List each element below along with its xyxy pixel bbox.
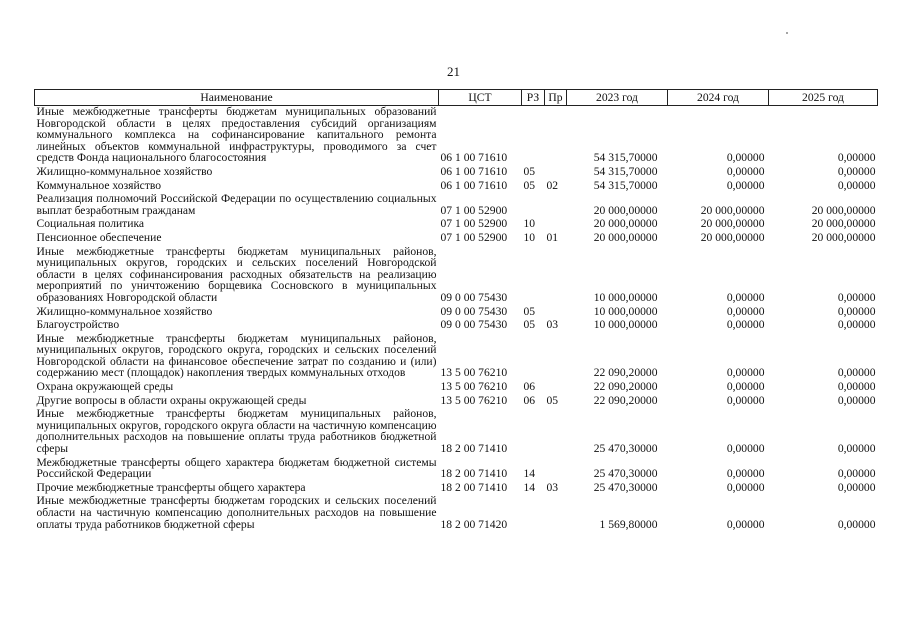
cell-rz [522,106,545,164]
cell-2023: 10 000,00000 [593,290,658,304]
page-number: 21 [447,64,460,79]
cell-2024: 0,00000 [726,178,765,192]
cell-name: Коммунальное хозяйство [36,178,162,192]
cell-rz: 05 [523,164,536,178]
table-row [35,331,878,379]
budget-table [34,89,878,530]
cell-pr [545,191,567,216]
cell-2025: 20 000,00000 [811,230,876,244]
cell-2024: 0,00000 [726,380,765,394]
table-row [35,191,878,216]
cell-2024: 0,00000 [726,304,765,318]
cell-rz [522,244,545,304]
cell-2023: 20 000,00000 [593,203,658,217]
cell-2025: 0,00000 [837,164,876,178]
cell-pr [545,304,567,318]
table-row [35,379,878,393]
cell-pr [545,164,567,178]
header-pr: Пр [545,90,567,106]
cell-name: Иные межбюджетные трансферты бюджетам муниципальных районов, муниципальных округов, городских и сельских поселений Новгородской области в целях софинансирования расходных обязательств на реализацию мероприятий по уничтожению борщевика Сосновского в муниципальных образованиях Новгородской области [36,244,437,304]
cell-pr: 03 [546,480,559,494]
cell-name: Другие вопросы в области охраны окружающей среды [36,393,307,407]
table-row [35,493,878,530]
table-row [35,178,878,192]
cell-cst: 06 1 00 71610 [440,164,508,178]
cell-rz [522,191,545,216]
cell-pr: 05 [546,393,559,407]
cell-2023: 22 090,20000 [593,380,658,394]
cell-name: Реализация полномочий Российской Федерации по осуществлению социальных выплат безработным гражданам [36,192,437,217]
cell-cst: 18 2 00 71420 [440,517,508,531]
cell-cst: 07 1 00 52900 [440,230,508,244]
header-rz: РЗ [522,90,545,106]
cell-name: Жилищно-коммунальное хозяйство [36,304,213,318]
cell-rz: 14 [523,467,536,481]
table-row [35,455,878,480]
table-row [35,216,878,230]
table-row [35,164,878,178]
cell-cst: 13 5 00 76210 [440,366,508,380]
cell-cst: 13 5 00 76210 [440,380,508,394]
cell-name: Иные межбюджетные трансферты бюджетам городских и сельских поселений области на частичную компенсацию дополнительных расходов на повышение оплаты труда работников бюджетной сферы [36,494,437,531]
cell-2024: 0,00000 [726,393,765,407]
cell-2023: 54 315,70000 [593,164,658,178]
cell-name: Охрана окружающей среды [36,380,174,394]
cell-pr [545,106,567,164]
cell-2023: 25 470,30000 [593,467,658,481]
cell-2025: 0,00000 [837,517,876,531]
cell-2024: 0,00000 [726,366,765,380]
cell-2023: 22 090,20000 [593,366,658,380]
table-row [35,304,878,318]
cell-pr [545,244,567,304]
cell-2024: 0,00000 [726,517,765,531]
cell-rz: 05 [523,318,536,332]
cell-2025: 0,00000 [837,442,876,456]
cell-name: Иные межбюджетные трансферты бюджетам муниципальных районов, муниципальных округов, городского округа, городских и сельских поселений Новгородской области на финансовое обеспечение затрат по созданию и (или) содержанию мест (площадок) накопления твердых коммунальных отходов [36,331,437,380]
cell-pr [545,331,567,379]
header-2024: 2024 год [668,90,769,106]
table-row [35,393,878,407]
cell-2024: 20 000,00000 [700,203,765,217]
cell-2023: 20 000,00000 [593,230,658,244]
cell-2023: 1 569,80000 [599,517,658,531]
cell-rz [522,493,545,530]
cell-rz: 05 [523,304,536,318]
cell-name: Прочие межбюджетные трансферты общего характера [36,480,306,494]
cell-name: Межбюджетные трансферты общего характера бюджетам бюджетной системы Российской Федерации [36,455,437,481]
cell-pr [545,406,567,454]
cell-rz: 06 [523,380,536,394]
cell-cst: 06 1 00 71610 [440,151,508,165]
cell-2025: 0,00000 [837,393,876,407]
cell-pr [545,216,567,230]
cell-rz: 10 [523,230,536,244]
table-row [35,317,878,331]
cell-cst: 09 0 00 75430 [440,304,508,318]
cell-cst: 18 2 00 71410 [440,467,508,481]
cell-cst: 07 1 00 52900 [440,203,508,217]
cell-name: Благоустройство [36,318,120,332]
cell-rz: 10 [523,217,536,231]
cell-2024: 0,00000 [726,467,765,481]
cell-pr: 01 [546,230,559,244]
cell-pr: 03 [546,318,559,332]
cell-2025: 0,00000 [837,290,876,304]
cell-2023: 25 470,30000 [593,480,658,494]
cell-cst: 18 2 00 71410 [440,442,508,456]
cell-2023: 54 315,70000 [593,178,658,192]
header-name: Наименование [35,90,439,106]
cell-2023: 10 000,00000 [593,304,658,318]
cell-rz [522,406,545,454]
cell-2025: 20 000,00000 [811,203,876,217]
cell-2025: 0,00000 [837,380,876,394]
header-2023: 2023 год [567,90,668,106]
cell-name: Жилищно-коммунальное хозяйство [36,164,213,178]
header-2025: 2025 год [769,90,878,106]
table-row [35,244,878,304]
cell-2024: 0,00000 [726,442,765,456]
table-row [35,480,878,494]
cell-2024: 0,00000 [726,164,765,178]
cell-rz: 05 [523,178,536,192]
cell-2023: 10 000,00000 [593,318,658,332]
cell-cst: 13 5 00 76210 [440,393,508,407]
cell-2023: 25 470,30000 [593,442,658,456]
cell-pr [545,379,567,393]
cell-2024: 0,00000 [726,480,765,494]
cell-2024: 0,00000 [726,290,765,304]
cell-2025: 0,00000 [837,366,876,380]
cell-2023: 20 000,00000 [593,217,658,231]
cell-pr: 02 [546,178,559,192]
cell-pr [545,493,567,530]
cell-name: Пенсионное обеспечение [36,230,162,244]
cell-2025: 0,00000 [837,318,876,332]
header-cst: ЦСТ [439,90,522,106]
cell-cst: 07 1 00 52900 [440,217,508,231]
cell-cst: 09 0 00 75430 [440,318,508,332]
cell-2023: 54 315,70000 [593,151,658,165]
cell-2025: 0,00000 [837,178,876,192]
cell-rz [522,331,545,379]
cell-2025: 0,00000 [837,467,876,481]
cell-2025: 0,00000 [837,480,876,494]
cell-name: Иные межбюджетные трансферты бюджетам муниципальных образований Новгородской области в целях предоставления субсидий организациям коммунального комплекса на софинансирование капитального ремонта линейных объектов коммунальной инфраструктуры, проводимого за счет средств Фонда национального благосостояния [36,105,437,165]
cell-2025: 0,00000 [837,151,876,165]
cell-2024: 20 000,00000 [700,230,765,244]
table-body [35,106,878,531]
cell-cst: 06 1 00 71610 [440,178,508,192]
scan-speck [786,32,788,34]
cell-cst: 18 2 00 71410 [440,480,508,494]
cell-rz: 06 [523,393,536,407]
cell-2023: 22 090,20000 [593,393,658,407]
cell-2025: 20 000,00000 [811,217,876,231]
table-row [35,406,878,454]
cell-2024: 20 000,00000 [700,217,765,231]
table-row [35,106,878,164]
cell-name: Социальная политика [36,217,145,231]
table-header [35,90,878,106]
cell-2024: 0,00000 [726,318,765,332]
cell-2025: 0,00000 [837,304,876,318]
cell-pr [545,455,567,480]
cell-cst: 09 0 00 75430 [440,290,508,304]
cell-2024: 0,00000 [726,151,765,165]
table-row [35,230,878,244]
cell-name: Иные межбюджетные трансферты бюджетам муниципальных районов, муниципальных округов, городского округа области на частичную компенсацию дополнительных расходов на повышение оплаты труда работников бюджетной сферы [36,407,437,456]
cell-rz: 14 [523,480,536,494]
